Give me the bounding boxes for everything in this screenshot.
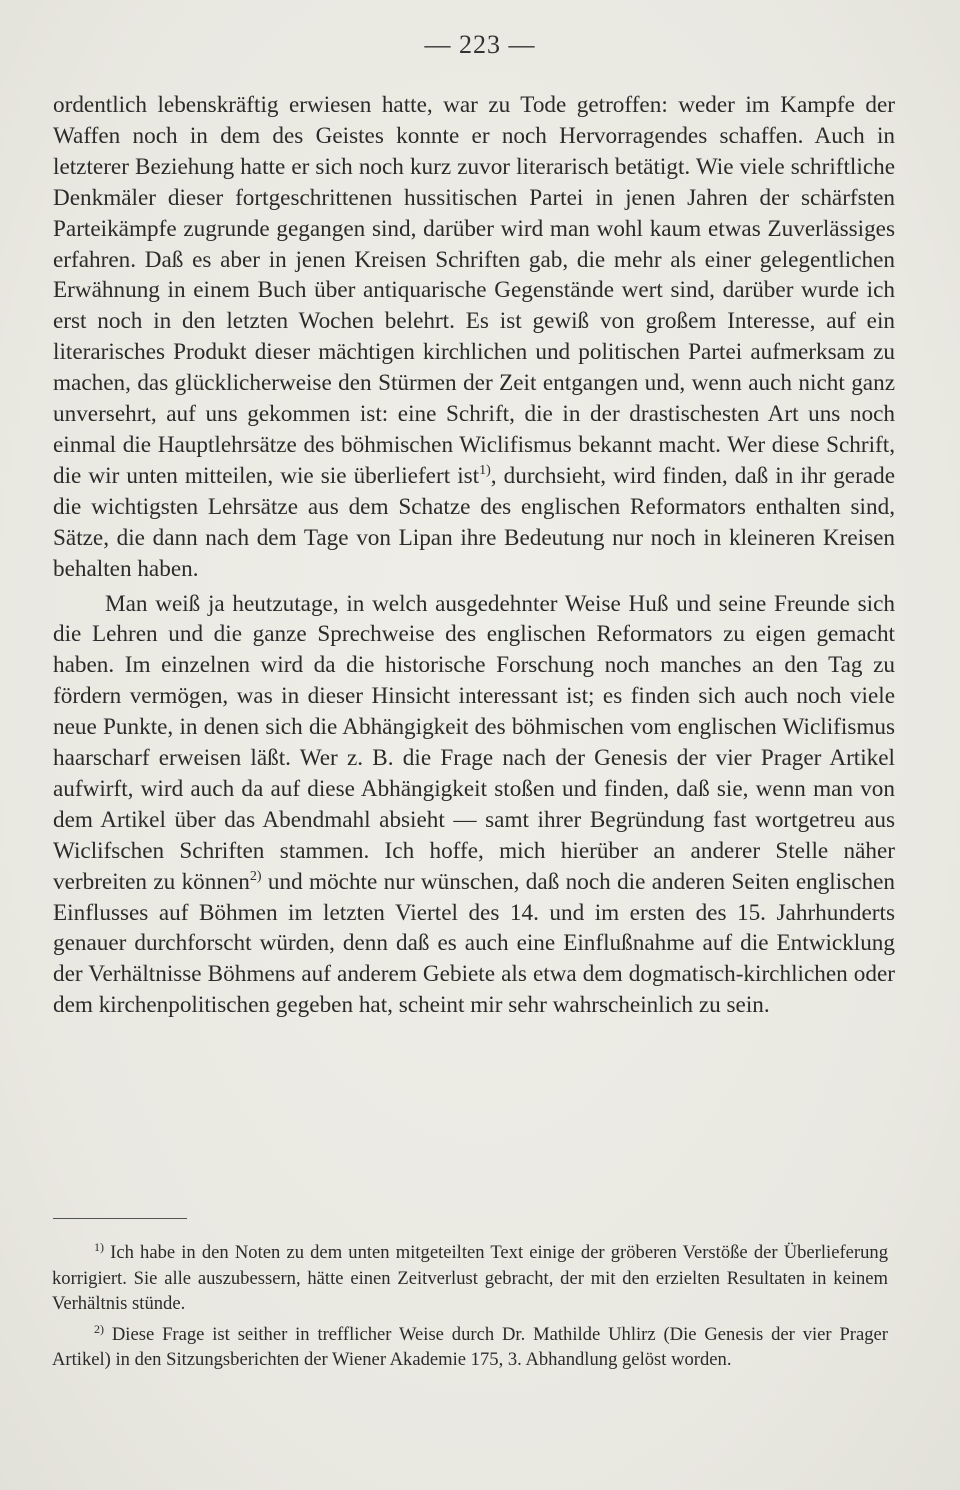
paragraph-2-text-a: Man weiß ja heutzutage, in welch ausgedehnter Weise Huß und seine Freunde sich die Lehren und die ganze Sprechweise des englischen Reformators zu eigen gemacht haben. Im einzelnen wird da die historische Forschung noch manches an den Tag zu fördern vermögen, was in dieser Hinsicht interessant ist; es finden sich auch noch viele neue Punkte, in denen sich die Abhängigkeit des böhmischen vom englischen Wiclifismus haarscharf erweisen läßt. Wer z. B. die Frage nach der Genesis der vier Prager Artikel aufwirft, wird auch da auf diese Abhängigkeit stoßen und finden, daß sie, wenn man von dem Artikel über das Abendmahl absieht — samt ihrer Begründung fast wortgetreu aus Wiclifschen Schriften stammen. Ich hoffe, mich hierüber an anderer Stelle näher verbreiten zu können <box>53 590 895 895</box>
page-number: — 223 — <box>424 30 536 59</box>
footnote-1 <box>52 1240 888 1317</box>
footnote-1-text: Ich habe in den Noten zu dem unten mitgeteilten Text einige der gröberen Verstöße der Überlieferung korrigiert. Sie alle auszubessern, hätte einen Zeitverlust gebracht, der mit den erzielten Resultaten in keinem Verhältnis stünde. <box>52 1242 888 1314</box>
paragraph-2 <box>53 589 895 1022</box>
footnote-2 <box>52 1322 888 1373</box>
paragraph-2-text-b: und möchte nur wünschen, daß noch die anderen Seiten englischen Einflusses auf Böhmen im letzten Viertel des 14. und im ersten des 15. Jahrhunderts genauer durchforscht würden, denn daß es auch eine Einflußnahme auf die Entwicklung der Verhältnisse Böhmens auf anderem Gebiete als etwa dem dogmatisch-kirchlichen oder dem kirchenpolitischen gegeben hat, scheint mir sehr wahrscheinlich zu sein. <box>53 868 895 1019</box>
footnote-ref-1: 1) <box>479 462 491 478</box>
footnote-ref-2: 2) <box>249 868 262 884</box>
paragraph-1 <box>53 90 895 585</box>
footnote-2-marker: 2) <box>94 1321 104 1336</box>
footnotes <box>52 1240 888 1373</box>
footnote-2-text: Diese Frage ist seither in trefflicher Weise durch Dr. Mathilde Uhlirz (Die Genesis der vier Prager Artikel) in den Sitzungsberichten der Wiener Akademie 175, 3. Abhandlung gelöst worden. <box>52 1323 888 1370</box>
footnote-divider <box>53 1218 187 1219</box>
footnote-1-marker: 1) <box>94 1240 104 1254</box>
main-text <box>53 90 895 1021</box>
paragraph-1-text-b: , durchsieht, wird finden, daß in ihr gerade die wichtigsten Lehrsätze aus dem Schatze des englischen Reformators enthalten sind, Sätze, die dann nach dem Tage von Lipan ihre Bedeutung nur noch in kleineren Kreisen behalten haben. <box>53 462 895 582</box>
paragraph-1-text-a: ordentlich lebenskräftig erwiesen hatte, war zu Tode getroffen: weder im Kampfe der Waffen noch in dem des Geistes konnte er noch Hervorragendes schaffen. Auch in letzterer Beziehung hatte er sich noch kurz zuvor literarisch betätigt. Wie viele schriftliche Denkmäler dieser fortgeschrittenen hussitischen Partei in jenen Jahren der schärfsten Parteikämpfe zugrunde gegangen sind, darüber wird man wohl kaum etwas Zuverlässiges erfahren. Daß es aber in jenen Kreisen Schriften gab, die mehr als einer gelegentlichen Erwähnung in einem Buch über antiquarische Gegenstände wert sind, darüber wurde ich erst noch in den letzten Wochen belehrt. Es ist gewiß von großem Interesse, auf ein literarisches Produkt dieser mächtigen kirchlichen und politischen Partei aufmerksam zu machen, das glücklicherweise den Stürmen der Zeit entgangen und, wenn auch nicht ganz unversehrt, auf uns gekommen ist: eine Schrift, die in der drastischesten Art uns noch einmal die Hauptlehrsätze des böhmischen Wiclifismus bekannt macht. Wer diese Schrift, die wir unten mitteilen, wie sie überliefert ist <box>53 92 895 489</box>
